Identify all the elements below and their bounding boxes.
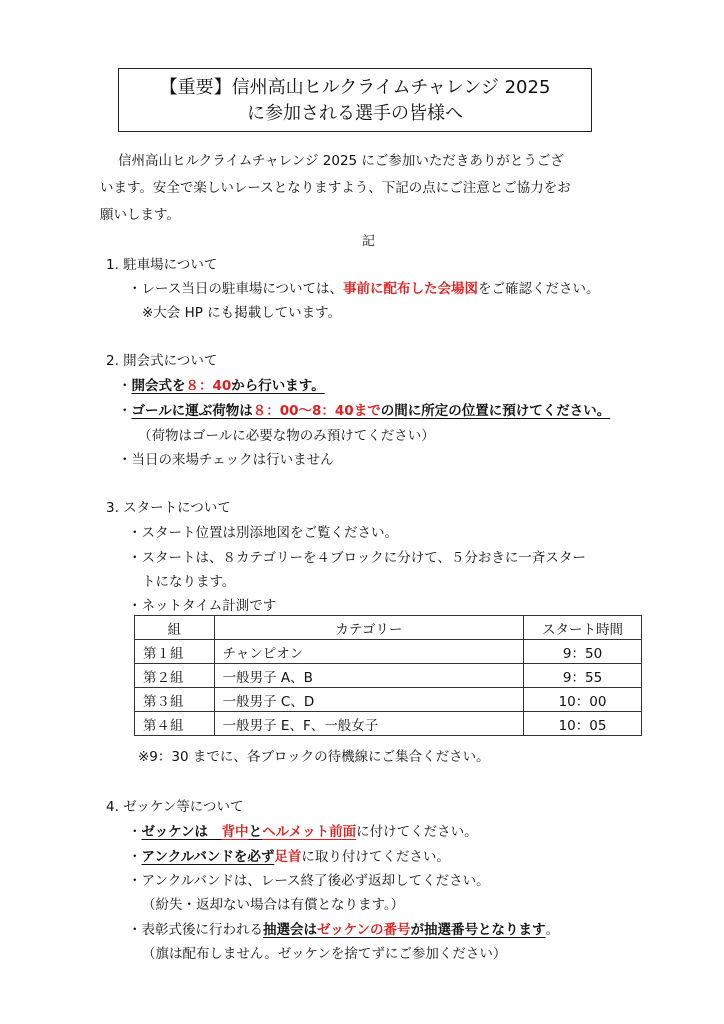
section-4-bullet-3: ・アンクルバンドは、レース終了後必ず返却してください。 [128,873,490,889]
cell-group: 第１組 [135,640,215,664]
intro-line-1: 信州高山ヒルクライムチャレンジ 2025 にご参加いただきありがとうござ [118,153,564,169]
s1-b1-pre: ・レース当日の駐車場については、 [128,281,344,297]
s4-b4-a: 抽選会は [263,922,317,938]
cell-time: 9：50 [524,640,642,664]
cell-group: 第４組 [135,712,215,736]
section-3-bullet-2-line-1: ・スタートは、８カテゴリーを４ブロックに分けて、５分おきに一斉スター [128,550,586,566]
s4-b1-red2: ヘルメット前面 [262,824,357,840]
s4-b2-a: アンクルバンドを必ず [141,849,275,865]
header-start-time: スタート時間 [524,616,642,640]
section-3-heading: 3. スタートについて [106,500,231,516]
ki-mark: 記 [362,234,376,249]
section-2-heading: 2. 開会式について [106,353,218,369]
section-2-bullet-3: ・当日の来場チェックは行いません [118,452,334,468]
section-2-bullet-2-note: （荷物はゴールに必要な物のみ預けてください） [138,428,435,444]
cell-group: 第３組 [135,688,215,712]
s2-b1-red: ８：40 [185,378,232,394]
section-3-bullet-1: ・スタート位置は別添地図をご覧ください。 [128,525,398,541]
cell-category: チャンピオン [214,640,523,664]
header-category: カテゴリー [214,616,523,640]
s4-b4-post: 。 [545,922,560,938]
section-4-bullet-2 [128,845,450,865]
s2-b1-b: から行います。 [231,378,325,394]
s2-b1-a: 開会式を [131,378,186,394]
s2-b2-dot: ・ [118,403,132,419]
table-header-row [135,616,642,640]
cell-category: 一般男子 C、D [214,688,523,712]
header-group: 組 [135,616,215,640]
s4-b1-c: に付けてください。 [356,824,478,840]
s2-b2-b: の間に所定の位置に預けてください。 [380,403,611,419]
title-line-2: に参加される選手の皆様へ [247,103,463,124]
cell-time: 10：00 [524,688,642,712]
section-3-note: ※9：30 までに、各ブロックの待機線にご集合ください。 [138,749,490,765]
s2-b2-underlined [132,403,611,419]
table-row [135,688,642,712]
s4-b1-b: と [248,824,263,840]
s4-b1-red1: 背中 [221,824,249,840]
s2-b2-red: ８：00〜8：40まで [252,403,381,419]
s2-b1-underlined [132,378,325,394]
section-3-bullet-2-line-2: トになります。 [142,574,236,590]
section-2-bullet-1 [118,374,325,394]
table-row [135,712,642,736]
s2-b1-dot: ・ [118,378,132,394]
title-line-1: 【重要】信州高山ヒルクライムチャレンジ 2025 [159,77,551,98]
section-4-heading: 4. ゼッケン等について [106,799,244,815]
intro-line-3: 願いします。 [100,207,180,223]
s4-b4-underlined [263,922,546,938]
section-1-bullet-1 [128,277,600,297]
s4-b1-dot: ・ [128,824,142,840]
s4-b4-b: が抽選番号となります [410,922,546,938]
table-row [135,640,642,664]
section-4-bullet-4-note: （旗は配布しません。ゼッケンを捨てずにご参加ください） [142,946,507,962]
section-1-note: ※大会 HP にも掲載しています。 [142,305,342,321]
section-4-bullet-3-note: （紛失・返却ない場合は有償となります。） [142,897,405,913]
cell-time: 10：05 [524,712,642,736]
cell-category: 一般男子 E、F、一般女子 [214,712,523,736]
cell-time: 9：55 [524,664,642,688]
table-row [135,664,642,688]
cell-group: 第２組 [135,664,215,688]
s4-b2-red: 足首 [274,849,302,865]
s1-b1-red: 事前に配布した会場図 [343,281,479,297]
s4-b2-b: に取り付けてください。 [301,849,450,865]
s4-b2-dot: ・ [128,849,142,865]
intro-line-2: います。安全で楽しいレースとなりますよう、下記の点にご注意とご協力をお [100,180,571,196]
section-4-bullet-4 [128,918,559,938]
s4-b4-pre: ・表彰式後に行われる [128,922,263,938]
s4-b4-red: ゼッケンの番号 [317,922,411,938]
intro-paragraph [100,148,640,229]
start-schedule-table [134,615,642,736]
s2-b2-a: ゴールに運ぶ荷物は [131,403,253,419]
cell-category: 一般男子 A、B [214,664,523,688]
section-2-bullet-2 [118,399,610,419]
section-1-heading: 1. 駐車場について [106,257,218,273]
section-3-bullet-3: ・ネットタイム計測です [128,598,277,614]
title-box [118,68,592,132]
s4-b1-a: ゼッケンは [141,824,222,840]
s1-b1-post: をご確認ください。 [478,281,600,297]
section-4-bullet-1 [128,820,478,840]
